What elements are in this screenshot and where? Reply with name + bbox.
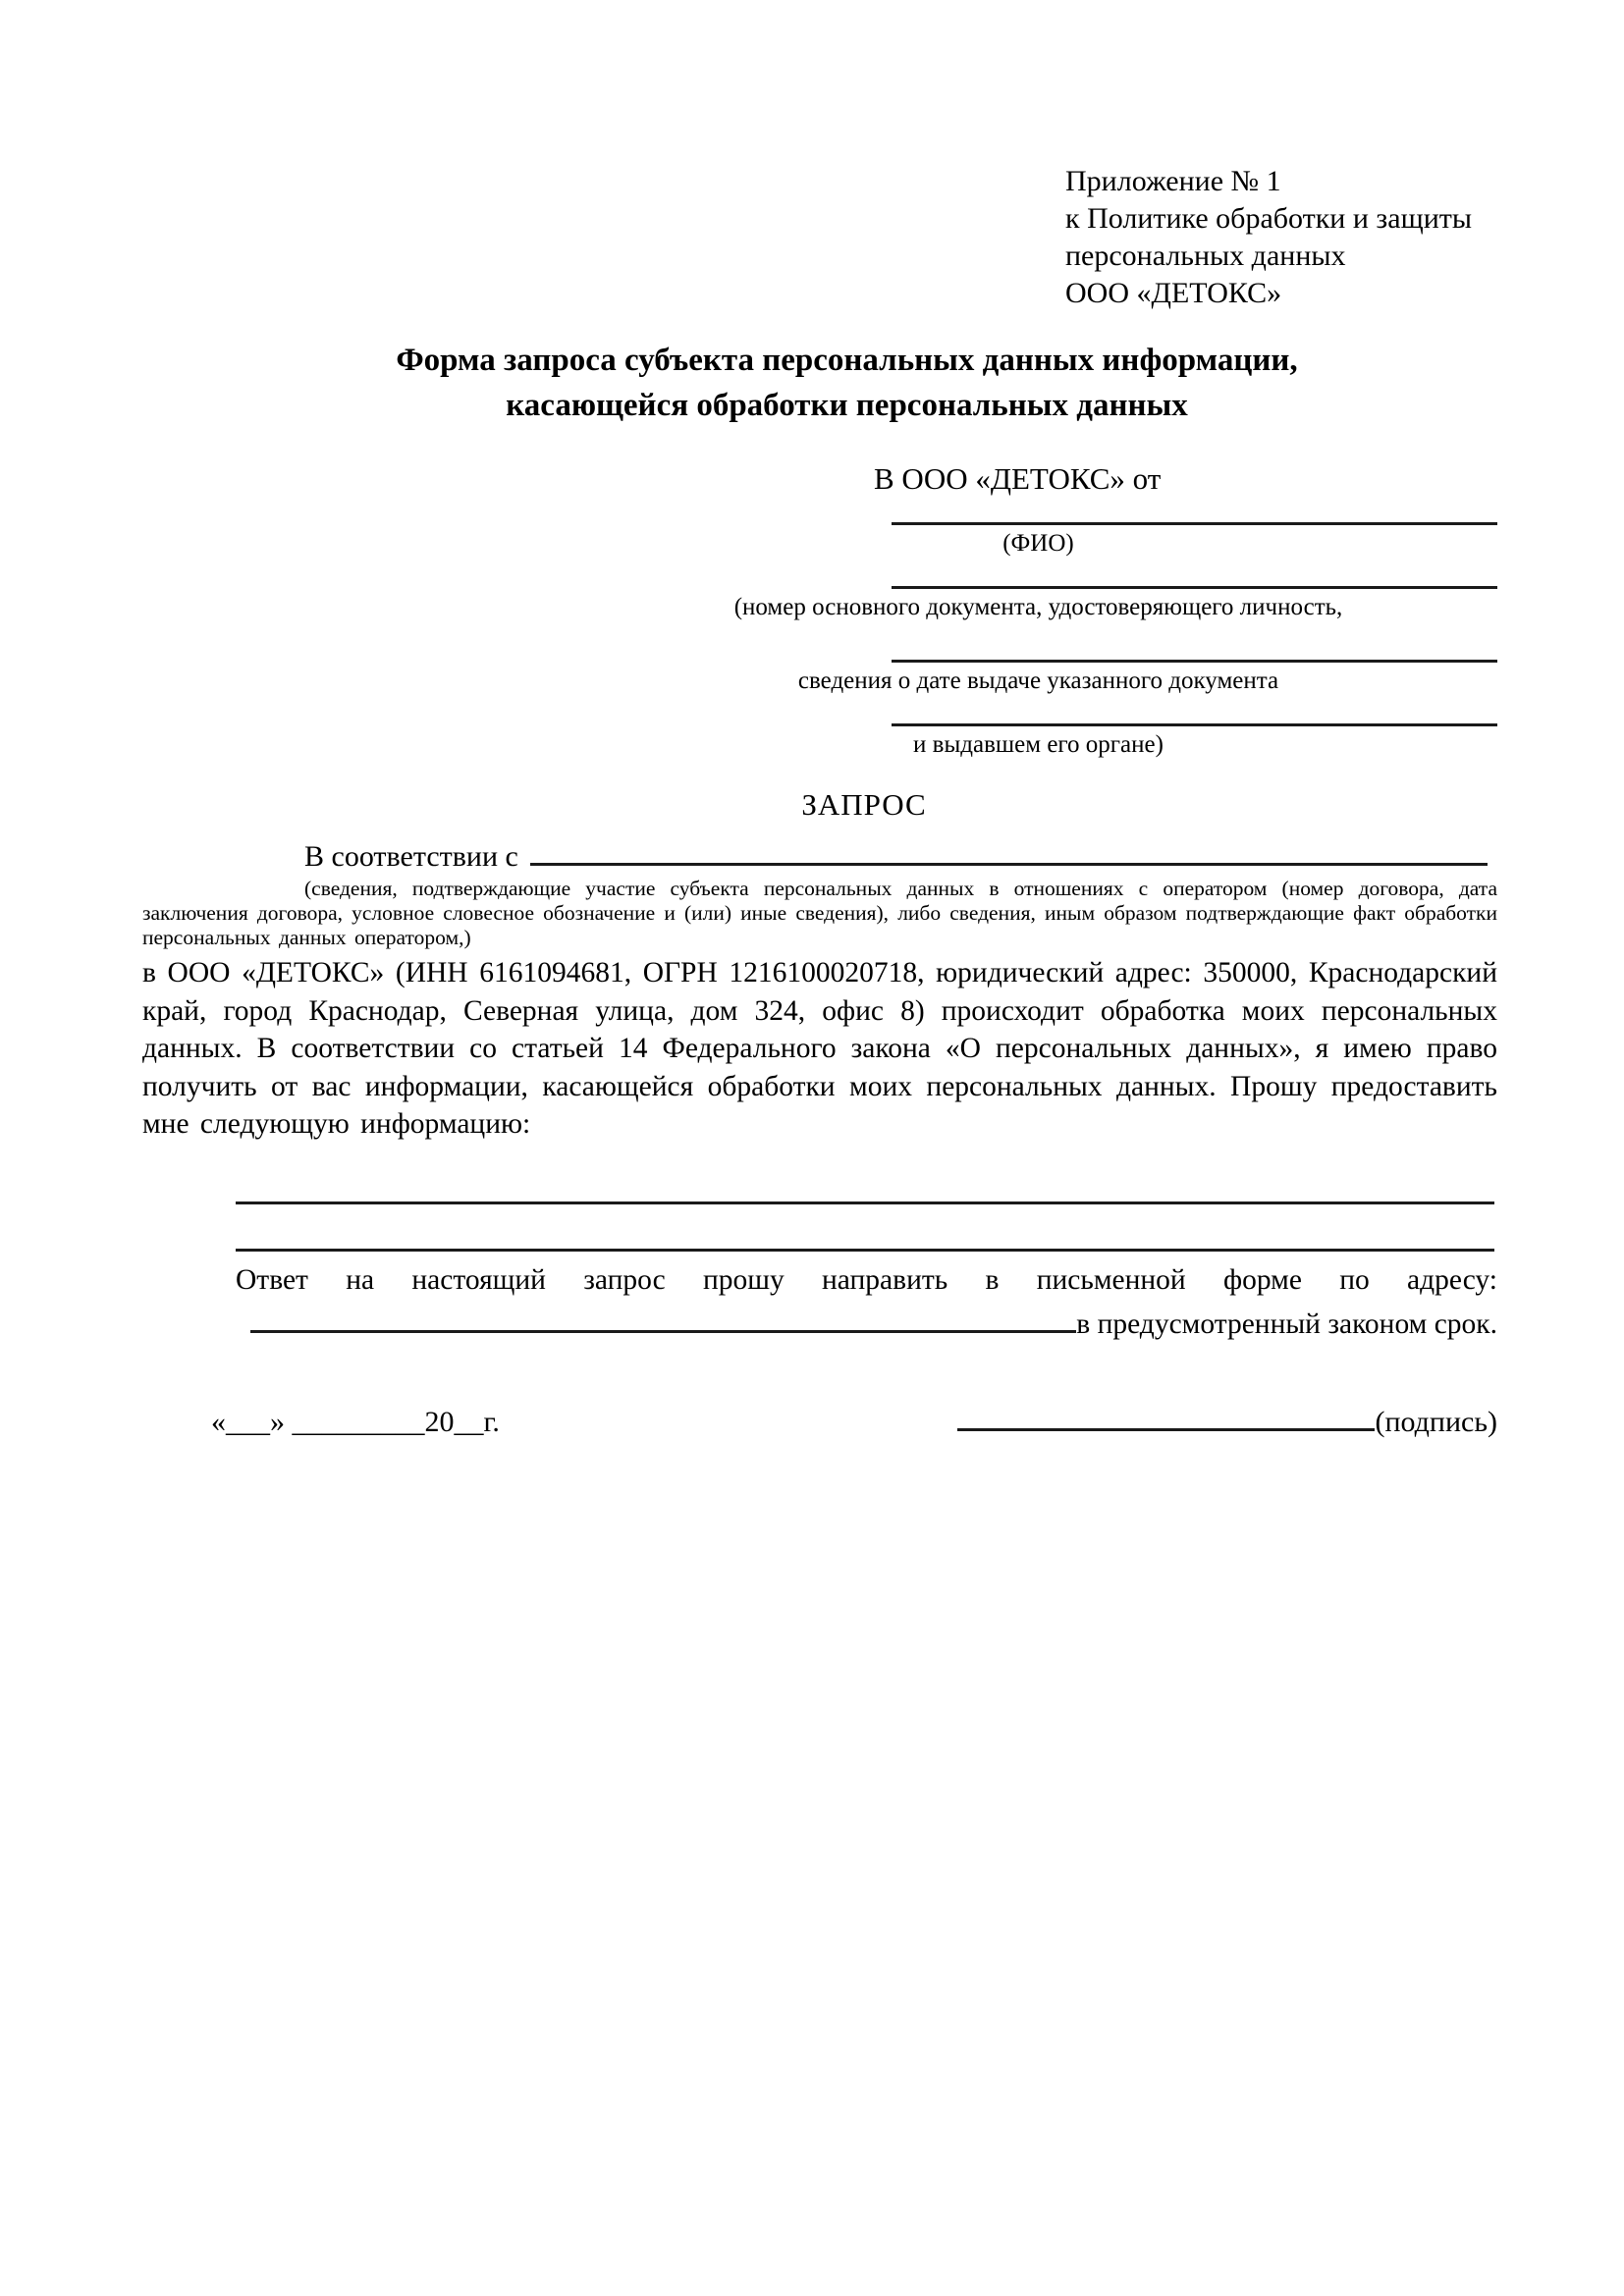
addressee-block: [584, 461, 1497, 766]
request-body: в ООО «ДЕТОКС» (ИНН 6161094681, ОГРН 1216100020718, юридический адрес: 350000, Краснодарский край, город Краснодар, Северная улица, дом 324, офис 8) происходит обработка моих персональных данных. В соответствии со статьей 14 Федерального закона «О персональных данных», я имею право получить от вас информации, касающейся обработки моих персональных данных. Прошу предоставить мне следующую информацию:: [142, 957, 1497, 1140]
info-write-line-2: [236, 1249, 1494, 1252]
fio-caption: (ФИО): [1002, 530, 1074, 557]
document-title-line-2: касающейся обработки персональных данных: [506, 388, 1188, 423]
issuing-authority-caption: и выдавшем его органе): [913, 731, 1164, 758]
addressee-label: В ООО «ДЕТОКС» от: [874, 461, 1162, 496]
appendix-line-4: ООО «ДЕТОКС»: [1065, 277, 1282, 309]
appendix-line-3: персональных данных: [1065, 240, 1346, 272]
address-write-line: [250, 1302, 1076, 1333]
appendix-header: [1065, 163, 1472, 312]
accordance-write-line: [530, 832, 1488, 866]
document-title: [142, 338, 1551, 428]
issue-date-caption: сведения о дате выдаче указанного документа: [797, 667, 1279, 694]
small-print-note: (сведения, подтверждающие участие субъекта персональных данных в отношениях с оператором (номер договора, дата заключения договора, условное словесное обозначение и (или) иные сведения), либо сведения, иным образом подтверждающие факт обработки персональных данных оператором,): [142, 877, 1497, 949]
issuing-authority-write-line: [892, 723, 1497, 726]
date-blank: «___» _________20__г.: [211, 1406, 500, 1438]
reply-address-row: [142, 1302, 1497, 1341]
fio-write-line: [892, 522, 1497, 525]
accordance-row: [304, 832, 1488, 874]
signature-caption: (подпись): [1375, 1406, 1497, 1438]
appendix-line-1: Приложение № 1: [1065, 165, 1281, 197]
document-number-caption: (номер основного документа, удостоверяющего личность,: [733, 594, 1343, 620]
document-title-line-1: Форма запроса субъекта персональных данных информации,: [396, 343, 1298, 378]
reply-sentence: Ответ на настоящий запрос прошу направить в письменной форме по адресу:: [236, 1264, 1497, 1296]
document-number-write-line: [892, 586, 1497, 589]
signature-block: [957, 1402, 1497, 1439]
signature-row: [211, 1402, 1497, 1439]
appendix-line-2: к Политике обработки и защиты: [1065, 202, 1473, 235]
info-write-line-1: [236, 1201, 1494, 1204]
issue-date-write-line: [892, 660, 1497, 663]
accordance-label: В соответствии с: [304, 840, 518, 873]
request-heading: ЗАПРОС: [801, 787, 927, 822]
signature-write-line: [957, 1402, 1375, 1431]
reply-tail: в предусмотренный законом срок.: [1076, 1308, 1497, 1340]
